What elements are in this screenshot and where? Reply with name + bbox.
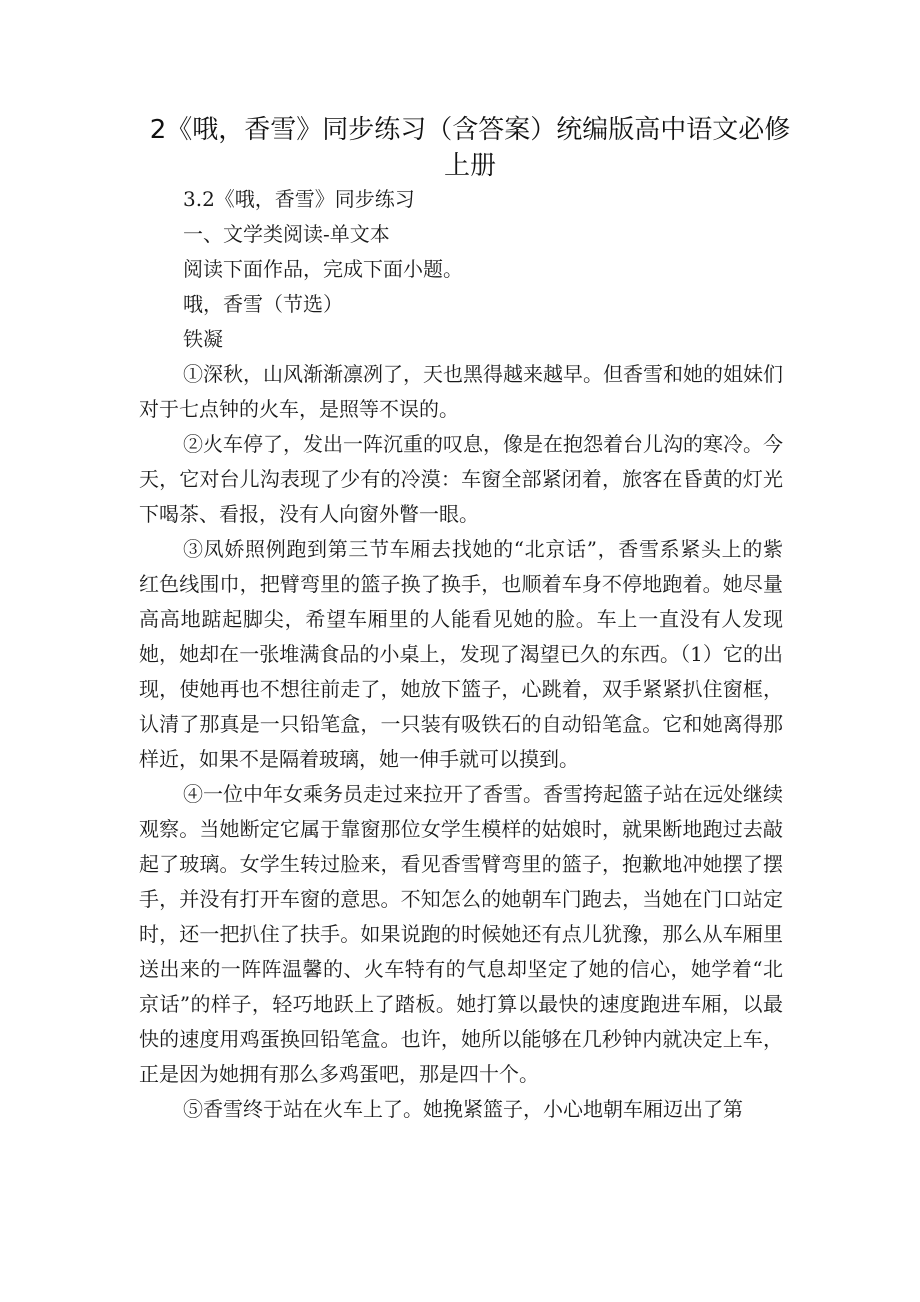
author-name: 铁凝 xyxy=(183,327,223,351)
section-heading: 一、文学类阅读-单文本 xyxy=(183,222,390,246)
paragraph-5: ⑤香雪终于站在火车上了。她挽紧篮子，小心地朝车厢迈出了第 xyxy=(183,1097,743,1121)
paragraph-4: ④一位中年女乘务员走过来拉开了香雪。香雪挎起篮子站在远处继续观察。当她断定它属于靠窗那位女学生模样的姑娘时，就果断地跑过去敲起了玻璃。女学生转过脸来，看见香雪臂弯里的篮子，抱歉地冲她摆了摆手，并没有打开车窗的意思。不知怎么的她朝车门跑去，当她在门口站定时，还一把扒住了扶手。如果说跑的时候她还有点儿犹豫，那么从车厢里送出来的一阵阵温馨的、火车特有的气息却坚定了她的信心，她学着“北京话”的样子，轻巧地跃上了踏板。她打算以最快的速度跑进车厢，以最快的速度用鸡蛋换回铅笔盒。也许，她所以能够在几秒钟内就决定上车，正是因为她拥有那么多鸡蛋吧，那是四十个。 xyxy=(139,782,783,1086)
paragraph-3: ③凤娇照例跑到第三节车厢去找她的“北京话”，香雪系紧头上的紫红色线围巾，把臂弯里的篮子换了换手，也顺着车身不停地跑着。她尽量高高地踮起脚尖，希望车厢里的人能看见她的脸。车上一直没有人发现她，她却在一张堆满食品的小桌上，发现了渴望已久的东西。（1）它的出现，使她再也不想往前走了，她放下篮子，心跳着，双手紧紧扒住窗框，认清了那真是一只铅笔盒，一只装有吸铁石的自动铅笔盒。它和她离得那样近，如果不是隔着玻璃，她一伸手就可以摸到。 xyxy=(139,537,783,771)
paragraph-2: ②火车停了，发出一阵沉重的叹息，像是在抱怨着台儿沟的寒冷。今天，它对台儿沟表现了少有的冷漠：车窗全部紧闭着，旅客在昏黄的灯光下喝茶、看报，没有人向窗外瞥一眼。 xyxy=(139,432,783,526)
work-title: 哦，香雪（节选） xyxy=(183,292,343,316)
exercise-subtitle: 3.2《哦，香雪》同步练习 xyxy=(183,187,415,211)
reading-instruction: 阅读下面作品，完成下面小题。 xyxy=(183,257,463,281)
document-title: 2《哦，香雪》同步练习（含答案）统编版高中语文必修上册 xyxy=(149,115,791,181)
document-body xyxy=(139,182,783,1127)
paragraph-1: ①深秋，山风渐渐凛冽了，天也黑得越来越早。但香雪和她的姐妹们对于七点钟的火车，是照等不误的。 xyxy=(139,362,783,421)
